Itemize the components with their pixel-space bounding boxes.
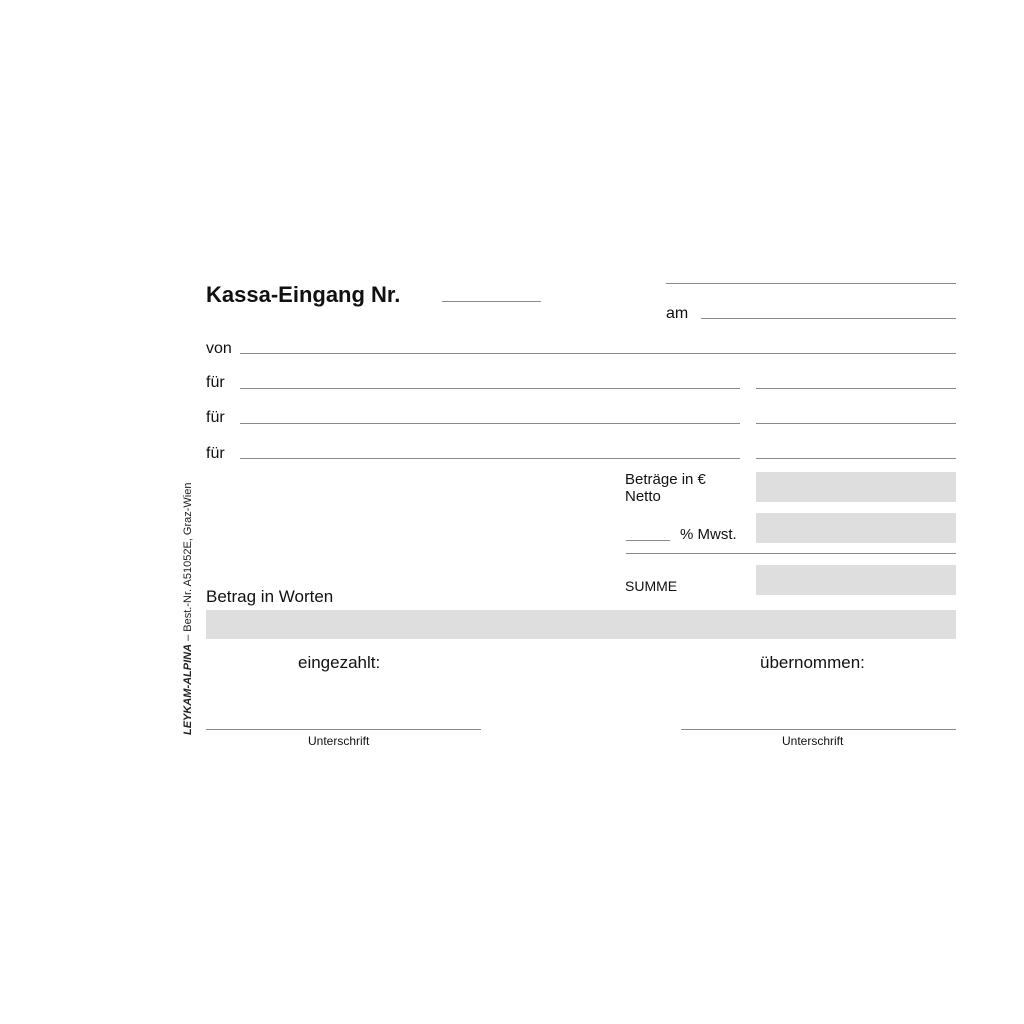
date-label: am — [666, 305, 689, 322]
header-line[interactable] — [666, 283, 956, 284]
from-label: von — [206, 340, 232, 357]
signature-label-right: Unterschrift — [782, 734, 844, 748]
form-title: Kassa-Eingang Nr. — [206, 282, 401, 307]
total-separator — [626, 553, 956, 554]
signature-line-left[interactable] — [206, 729, 481, 730]
paid-label: eingezahlt: — [298, 653, 381, 672]
amounts-label: Beträge in € — [625, 471, 706, 488]
signature-line-right[interactable] — [681, 729, 956, 730]
vat-amount-field[interactable] — [756, 513, 956, 543]
for-amount-line-2[interactable] — [756, 423, 956, 424]
for-label-3: für — [206, 445, 225, 462]
for-line-2[interactable] — [240, 423, 740, 424]
amount-words-label: Betrag in Worten — [206, 587, 334, 606]
receipt-number-line[interactable] — [442, 301, 541, 302]
for-line-3[interactable] — [240, 458, 740, 459]
vat-rate-line[interactable] — [626, 540, 670, 541]
for-line-1[interactable] — [240, 388, 740, 389]
net-amount-field[interactable] — [756, 472, 956, 502]
for-amount-line-3[interactable] — [756, 458, 956, 459]
publisher-details: – Best.-Nr. A51052E, Graz-Wien — [182, 482, 194, 644]
date-line[interactable] — [701, 318, 956, 319]
amount-words-field[interactable] — [206, 610, 956, 639]
publisher-imprint — [182, 483, 194, 735]
for-label-1: für — [206, 374, 225, 391]
from-line[interactable] — [240, 353, 956, 354]
net-label: Netto — [625, 488, 661, 505]
for-label-2: für — [206, 409, 225, 426]
total-label: SUMME — [625, 578, 678, 594]
received-label: übernommen: — [760, 653, 865, 672]
for-amount-line-1[interactable] — [756, 388, 956, 389]
signature-label-left: Unterschrift — [308, 734, 370, 748]
total-amount-field[interactable] — [756, 565, 956, 595]
publisher-brand: LEYKAM-ALPINA — [182, 643, 194, 735]
vat-label: % Mwst. — [680, 526, 737, 543]
